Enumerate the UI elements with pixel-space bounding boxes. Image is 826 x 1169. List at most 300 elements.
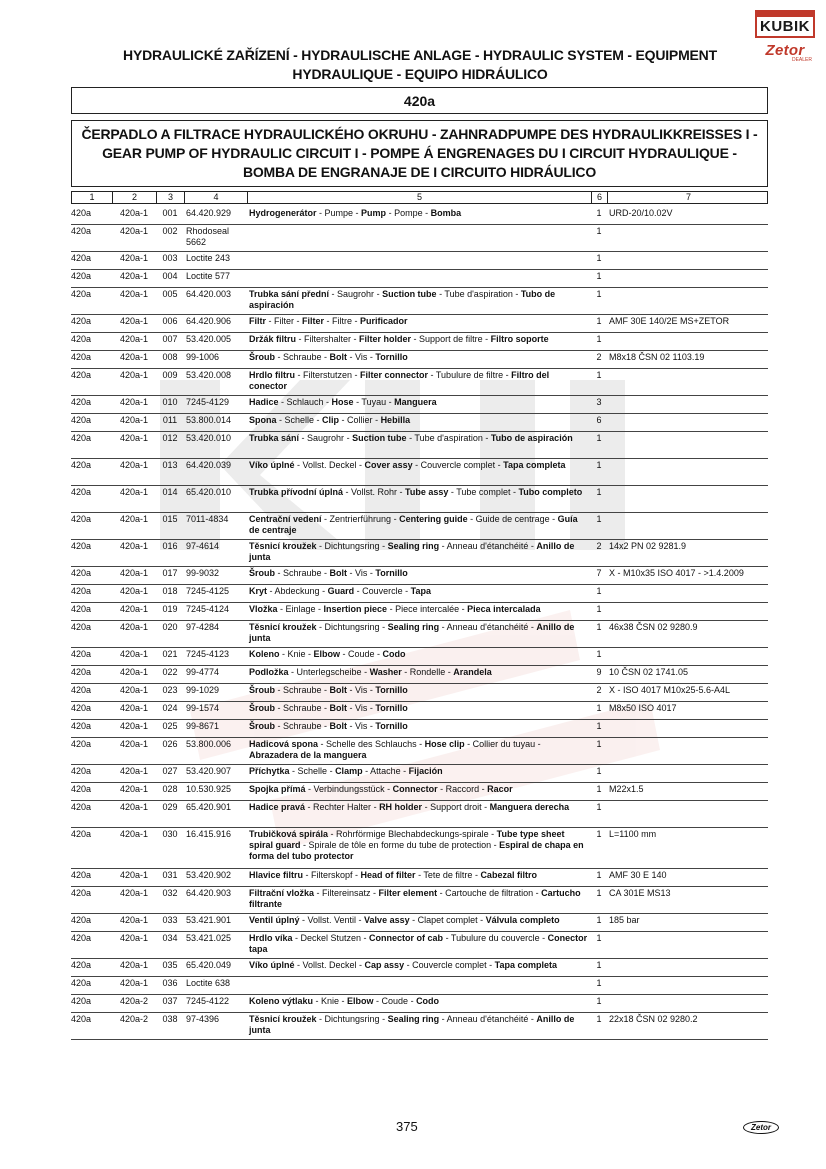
description-es: Anillo de junta: [249, 1014, 575, 1035]
position-cell: 003: [162, 253, 178, 263]
remark-cell: [607, 333, 768, 350]
description-separator: -: [276, 415, 285, 425]
description-fr: Support de filtre: [419, 334, 483, 344]
description-es: Tubo de aspiración: [249, 289, 556, 310]
description-separator: -: [347, 721, 356, 731]
position-cell: 016: [162, 541, 178, 551]
description-separator: -: [305, 802, 314, 812]
description-en: Centering guide: [399, 514, 468, 524]
description-cz: Trubičková spirála: [249, 829, 329, 839]
figure-ref-cell: 420a-1: [119, 487, 149, 497]
description-separator: -: [528, 622, 537, 632]
description-en: Bolt: [329, 685, 348, 695]
description-en: Connector of cab: [369, 933, 444, 943]
description-separator: -: [278, 397, 287, 407]
description-cell: [247, 648, 591, 665]
description-fr: Tube complet: [456, 487, 511, 497]
description-es: Filtro del conector: [249, 370, 550, 391]
description-separator: -: [314, 888, 323, 898]
description-separator: -: [415, 870, 424, 880]
description-separator: -: [353, 208, 362, 218]
part-number-cell: 64.420.906: [186, 316, 232, 326]
table-row: [71, 621, 768, 648]
table-row: [71, 977, 768, 995]
figure-ref-cell: 420a-1: [119, 739, 149, 749]
table-row: [71, 567, 768, 585]
remark-cell: [607, 270, 768, 287]
quantity-cell: 1: [596, 226, 602, 236]
figure-ref-cell: 420a-2: [119, 996, 149, 1006]
description-en: Elbow: [313, 649, 341, 659]
kubik-logo-mark: KUBIK: [755, 10, 815, 38]
table-row: [71, 720, 768, 738]
description-separator: -: [371, 802, 380, 812]
description-cz: Trubka sání přední: [249, 289, 330, 299]
description-separator: -: [316, 622, 325, 632]
description-es: Tornillo: [375, 685, 408, 695]
figure-ref-cell: 420a-1: [119, 316, 149, 326]
figure-ref-cell: 420a-2: [119, 1014, 149, 1024]
remark-cell: [607, 995, 768, 1012]
description-separator: -: [292, 933, 301, 943]
description-es: Cartucho filtrante: [249, 888, 581, 909]
description-cz: Hlavice filtru: [249, 870, 304, 880]
position-cell: 005: [162, 289, 178, 299]
description-cell: [247, 540, 591, 566]
description-es: Filtro soporte: [490, 334, 549, 344]
description-de: Einlage: [285, 604, 316, 614]
figure-ref-cell: 420a-1: [119, 352, 149, 362]
description-cell: [247, 459, 591, 485]
description-de: Knie: [321, 996, 340, 1006]
description-cz: Příchytka: [249, 766, 290, 776]
remark-cell: [607, 396, 768, 413]
figure-ref-cell: 420a-1: [119, 514, 149, 524]
description-es: Anillo de junta: [249, 622, 575, 643]
part-number-cell: 7245-4123: [186, 649, 230, 659]
figure-ref-cell: 420a-1: [119, 541, 149, 551]
position-cell: 008: [162, 352, 178, 362]
description-fr: Coude: [348, 649, 375, 659]
quantity-cell: 1: [596, 739, 602, 749]
description-separator: -: [266, 316, 274, 326]
description-cz: Podložka: [249, 667, 289, 677]
description-de: Saugrohr: [307, 433, 345, 443]
dealer-tag: DEALER: [791, 57, 812, 63]
description-cell: [247, 738, 591, 764]
description-separator: -: [354, 586, 363, 596]
description-de: Saugrohr: [337, 289, 375, 299]
description-cell: [247, 932, 591, 958]
remark-cell: 185 bar: [609, 915, 640, 925]
description-separator: -: [321, 352, 330, 362]
column-header-2: 2: [113, 192, 157, 203]
description-separator: -: [482, 334, 491, 344]
figure-ref-cell: 420a-1: [119, 226, 149, 236]
table-row: [71, 869, 768, 887]
position-cell: 030: [162, 829, 178, 839]
part-number-cell: 99-8671: [186, 721, 220, 731]
description-separator: -: [439, 622, 447, 632]
quantity-cell: 1: [596, 514, 602, 524]
description-separator: -: [351, 334, 360, 344]
figure-ref-cell: 420a-1: [119, 568, 149, 578]
description-cz: Hadice pravá: [249, 802, 306, 812]
position-cell: 001: [162, 208, 178, 218]
position-cell: 019: [162, 604, 178, 614]
zetor-footer-logo: Zetor: [743, 1121, 779, 1134]
figure-ref-cell: 420a-1: [119, 802, 149, 812]
part-group-cell: 420a: [71, 514, 92, 524]
part-group-cell: 420a: [71, 915, 92, 925]
position-cell: 018: [162, 586, 178, 596]
description-cz: Hydrogenerátor: [249, 208, 317, 218]
description-separator: -: [328, 829, 337, 839]
description-fr: Support droit: [430, 802, 482, 812]
description-separator: -: [296, 334, 305, 344]
part-group-cell: 420a: [71, 316, 92, 326]
position-cell: 038: [162, 1014, 178, 1024]
figure-ref-cell: 420a-1: [119, 784, 149, 794]
description-en: Suction tube: [352, 433, 407, 443]
quantity-cell: 1: [596, 888, 602, 898]
part-group-cell: 420a: [71, 622, 92, 632]
description-separator: -: [288, 667, 297, 677]
description-separator: -: [404, 960, 413, 970]
figure-ref-cell: 420a-1: [119, 397, 149, 407]
part-group-cell: 420a: [71, 370, 92, 380]
subtitle-line-3: BOMBA DE ENGRANAJE DE I CIRCUITO HIDRÁULICO: [242, 164, 597, 180]
part-number-cell: 53.800.014: [186, 415, 232, 425]
remark-cell: M8x18 ČSN 02 1103.19: [609, 352, 705, 362]
quantity-cell: 3: [596, 397, 602, 407]
description-separator: -: [416, 739, 425, 749]
remark-cell: L=1100 mm: [609, 829, 657, 839]
part-group-cell: 420a: [71, 568, 92, 578]
part-group-cell: 420a: [71, 604, 92, 614]
description-de: Rohrförmige Blechabdeckungs-spirale: [336, 829, 489, 839]
part-number-cell: 16.415.916: [186, 829, 232, 839]
remark-cell: X - ISO 4017 M10x25-5.6-A4L: [609, 685, 731, 695]
remark-cell: [607, 459, 768, 485]
table-row: [71, 315, 768, 333]
description-separator: -: [422, 208, 431, 218]
figure-ref-cell: 420a-1: [119, 721, 149, 731]
description-en: Bolt: [329, 703, 348, 713]
description-fr: Vis: [355, 703, 368, 713]
description-separator: -: [439, 541, 447, 551]
description-es: Hebilla: [380, 415, 411, 425]
description-cz: Těsnicí kroužek: [249, 1014, 317, 1024]
description-separator: -: [319, 586, 328, 596]
quantity-cell: 1: [596, 253, 602, 263]
part-number-cell: 7245-4122: [186, 996, 230, 1006]
description-separator: -: [347, 352, 356, 362]
description-cell: [247, 869, 591, 886]
description-en: Washer: [369, 667, 402, 677]
part-group-cell: 420a: [71, 352, 92, 362]
part-number-cell: 7245-4124: [186, 604, 230, 614]
figure-ref-cell: 420a-1: [119, 888, 149, 898]
quantity-cell: 1: [596, 996, 602, 1006]
table-row: [71, 666, 768, 684]
description-fr: Pompe: [394, 208, 423, 218]
part-number-cell: 53.421.025: [186, 933, 232, 943]
description-cell: [247, 887, 591, 913]
part-number-cell: 53.800.006: [186, 739, 232, 749]
description-cz: Trubka přívodní úplná: [249, 487, 344, 497]
position-cell: 017: [162, 568, 178, 578]
description-separator: -: [294, 316, 302, 326]
description-cell: [247, 414, 591, 431]
description-separator: -: [486, 960, 495, 970]
figure-ref-cell: 420a-1: [119, 586, 149, 596]
description-separator: -: [397, 487, 406, 497]
position-cell: 015: [162, 514, 178, 524]
part-group-cell: 420a: [71, 784, 92, 794]
part-group-cell: 420a: [71, 208, 92, 218]
column-header-1: 1: [72, 192, 113, 203]
position-cell: 012: [162, 433, 178, 443]
description-es: Anillo de junta: [249, 541, 575, 562]
description-cz: Hrdlo víka: [249, 933, 293, 943]
part-number-cell: Loctite 577: [186, 271, 231, 281]
remark-cell: [607, 225, 768, 251]
description-fr: Collier: [347, 415, 373, 425]
table-row: [71, 459, 768, 486]
description-es: Racor: [487, 784, 513, 794]
description-separator: -: [464, 739, 473, 749]
description-separator: -: [482, 433, 491, 443]
position-cell: 024: [162, 703, 178, 713]
figure-ref-cell: 420a-1: [119, 915, 149, 925]
description-separator: -: [437, 784, 446, 794]
group-subtitle-box: [71, 120, 768, 187]
quantity-cell: 1: [596, 433, 602, 443]
description-separator: -: [408, 996, 417, 1006]
description-separator: -: [512, 289, 521, 299]
description-es: Purificador: [360, 316, 408, 326]
description-en: Connector: [392, 784, 438, 794]
position-cell: 035: [162, 960, 178, 970]
description-separator: -: [299, 433, 308, 443]
description-separator: -: [386, 397, 395, 407]
figure-ref-cell: 420a-1: [119, 685, 149, 695]
description-cell: [247, 959, 591, 976]
table-row: [71, 603, 768, 621]
quantity-cell: 1: [596, 802, 602, 812]
description-separator: -: [495, 460, 504, 470]
description-separator: -: [467, 514, 476, 524]
remark-cell: [607, 720, 768, 737]
description-separator: -: [275, 568, 283, 578]
part-group-cell: 420a: [71, 829, 92, 839]
figure-ref-cell: 420a-1: [119, 271, 149, 281]
remark-cell: [607, 603, 768, 620]
position-cell: 014: [162, 487, 178, 497]
description-en: Filter element: [378, 888, 438, 898]
description-separator: -: [321, 721, 330, 731]
part-group-cell: 420a: [71, 541, 92, 551]
description-en: Insertion piece: [323, 604, 388, 614]
remark-cell: M8x50 ISO 4017: [609, 703, 677, 713]
remark-cell: X - M10x35 ISO 4017 - >1.4.2009: [609, 568, 744, 578]
description-cell: [247, 270, 591, 287]
description-cell: [247, 252, 591, 269]
description-separator: -: [347, 568, 356, 578]
remark-cell: CA 301E MS13: [609, 888, 671, 898]
description-separator: -: [361, 933, 370, 943]
description-cz: Šroub: [249, 685, 275, 695]
description-de: Filtereinsatz: [322, 888, 371, 898]
position-cell: 029: [162, 802, 178, 812]
description-en: Bolt: [329, 568, 348, 578]
description-cz: Šroub: [249, 568, 275, 578]
description-cz: Šroub: [249, 352, 275, 362]
subtitle-line-1: ČERPADLO A FILTRACE HYDRAULICKÉHO OKRUHU - ZAHNRADPUMPE DES HYDRAULIKKREISSES I -: [81, 126, 758, 142]
description-separator: -: [347, 703, 356, 713]
description-de: Dichtungsring: [324, 622, 380, 632]
description-cell: [247, 828, 591, 868]
zetor-logo-text: Zetor: [765, 42, 805, 59]
table-row: [71, 648, 768, 666]
description-de: Zentrierführung: [329, 514, 392, 524]
description-en: Tube assy: [405, 487, 449, 497]
description-fr: Tubulure de filtre: [435, 370, 504, 380]
description-es: Codo: [416, 996, 440, 1006]
description-separator: -: [367, 685, 376, 695]
description-cell: [247, 666, 591, 683]
table-row: [71, 225, 768, 252]
quantity-cell: 1: [596, 271, 602, 281]
figure-ref-cell: 420a-1: [119, 829, 149, 839]
quantity-cell: 9: [596, 667, 602, 677]
description-separator: -: [479, 784, 488, 794]
description-de: Filterskopf: [311, 870, 353, 880]
description-separator: -: [352, 870, 361, 880]
description-en: Cover assy: [364, 460, 413, 470]
part-group-cell: 420a: [71, 271, 92, 281]
description-separator: -: [275, 703, 283, 713]
description-separator: -: [339, 996, 348, 1006]
description-de: Abdeckung: [274, 586, 320, 596]
section-code: 420a: [403, 92, 436, 109]
description-en: Clamp: [335, 766, 363, 776]
description-es: Arandela: [453, 667, 492, 677]
description-separator: -: [321, 568, 330, 578]
description-separator: -: [367, 352, 376, 362]
part-number-cell: 53.420.902: [186, 870, 232, 880]
part-group-cell: 420a: [71, 739, 92, 749]
remark-cell: [607, 585, 768, 602]
table-row: [71, 932, 768, 959]
table-row: [71, 270, 768, 288]
description-separator: -: [402, 586, 411, 596]
description-separator: -: [343, 487, 352, 497]
description-cz: Spojka přímá: [249, 784, 306, 794]
part-group-cell: 420a: [71, 766, 92, 776]
table-row: [71, 887, 768, 914]
quantity-cell: 1: [596, 604, 602, 614]
description-en: Filter: [302, 316, 325, 326]
description-separator: -: [327, 766, 336, 776]
description-separator: -: [295, 370, 303, 380]
table-row: [71, 513, 768, 540]
part-number-cell: 64.420.039: [186, 460, 232, 470]
description-fr: Rondelle: [409, 667, 446, 677]
figure-ref-cell: 420a-1: [119, 978, 149, 988]
description-de: Vollst. Deckel: [302, 460, 357, 470]
description-separator: -: [318, 739, 327, 749]
description-cell: [247, 995, 591, 1012]
description-fr: Anneau d'étanchéité: [446, 1014, 529, 1024]
description-es: Tapa completa: [494, 960, 557, 970]
description-cell: [247, 977, 591, 994]
part-group-cell: 420a: [71, 685, 92, 695]
description-separator: -: [316, 1014, 325, 1024]
description-es: Tapa completa: [503, 460, 566, 470]
figure-ref-cell: 420a-1: [119, 870, 149, 880]
column-header-5: 5: [248, 192, 592, 203]
description-separator: -: [409, 915, 418, 925]
description-separator: -: [391, 514, 400, 524]
description-cz: Hadicová spona: [249, 739, 319, 749]
figure-ref-cell: 420a-1: [119, 253, 149, 263]
description-separator: -: [422, 802, 431, 812]
description-es: Tornillo: [375, 721, 408, 731]
quantity-cell: 1: [596, 766, 602, 776]
description-es: Tornillo: [375, 352, 408, 362]
description-fr: Vis: [355, 352, 368, 362]
description-en: Bolt: [329, 721, 348, 731]
description-cz: Hadice: [249, 397, 279, 407]
description-fr: Vis: [355, 685, 368, 695]
description-separator: -: [439, 1014, 447, 1024]
table-row: [71, 684, 768, 702]
quantity-cell: 1: [596, 829, 602, 839]
table-row: [71, 396, 768, 414]
part-group-cell: 420a: [71, 415, 92, 425]
description-separator: -: [339, 415, 348, 425]
description-separator: -: [488, 829, 497, 839]
quantity-cell: 1: [596, 370, 602, 380]
description-separator: -: [528, 1014, 537, 1024]
description-en: Head of filter: [360, 870, 416, 880]
table-row: [71, 783, 768, 801]
figure-ref-cell: 420a-1: [119, 960, 149, 970]
part-group-cell: 420a: [71, 978, 92, 988]
description-separator: -: [436, 289, 445, 299]
description-cell: [247, 369, 591, 395]
description-cz: Filtrační vložka: [249, 888, 315, 898]
part-group-cell: 420a: [71, 586, 92, 596]
description-cell: [247, 567, 591, 584]
position-cell: 027: [162, 766, 178, 776]
description-separator: -: [472, 870, 481, 880]
description-separator: -: [437, 888, 446, 898]
quantity-cell: 1: [596, 784, 602, 794]
description-separator: -: [316, 541, 325, 551]
description-fr: Filtre: [332, 316, 353, 326]
description-en: Tube type sheet spiral guard: [249, 829, 565, 850]
position-cell: 007: [162, 334, 178, 344]
description-cell: [247, 396, 591, 413]
quantity-cell: 1: [596, 622, 602, 632]
remark-cell: [607, 765, 768, 782]
description-separator: -: [275, 721, 283, 731]
description-de: Unterlegscheibe: [296, 667, 362, 677]
description-de: Schraube: [283, 721, 322, 731]
